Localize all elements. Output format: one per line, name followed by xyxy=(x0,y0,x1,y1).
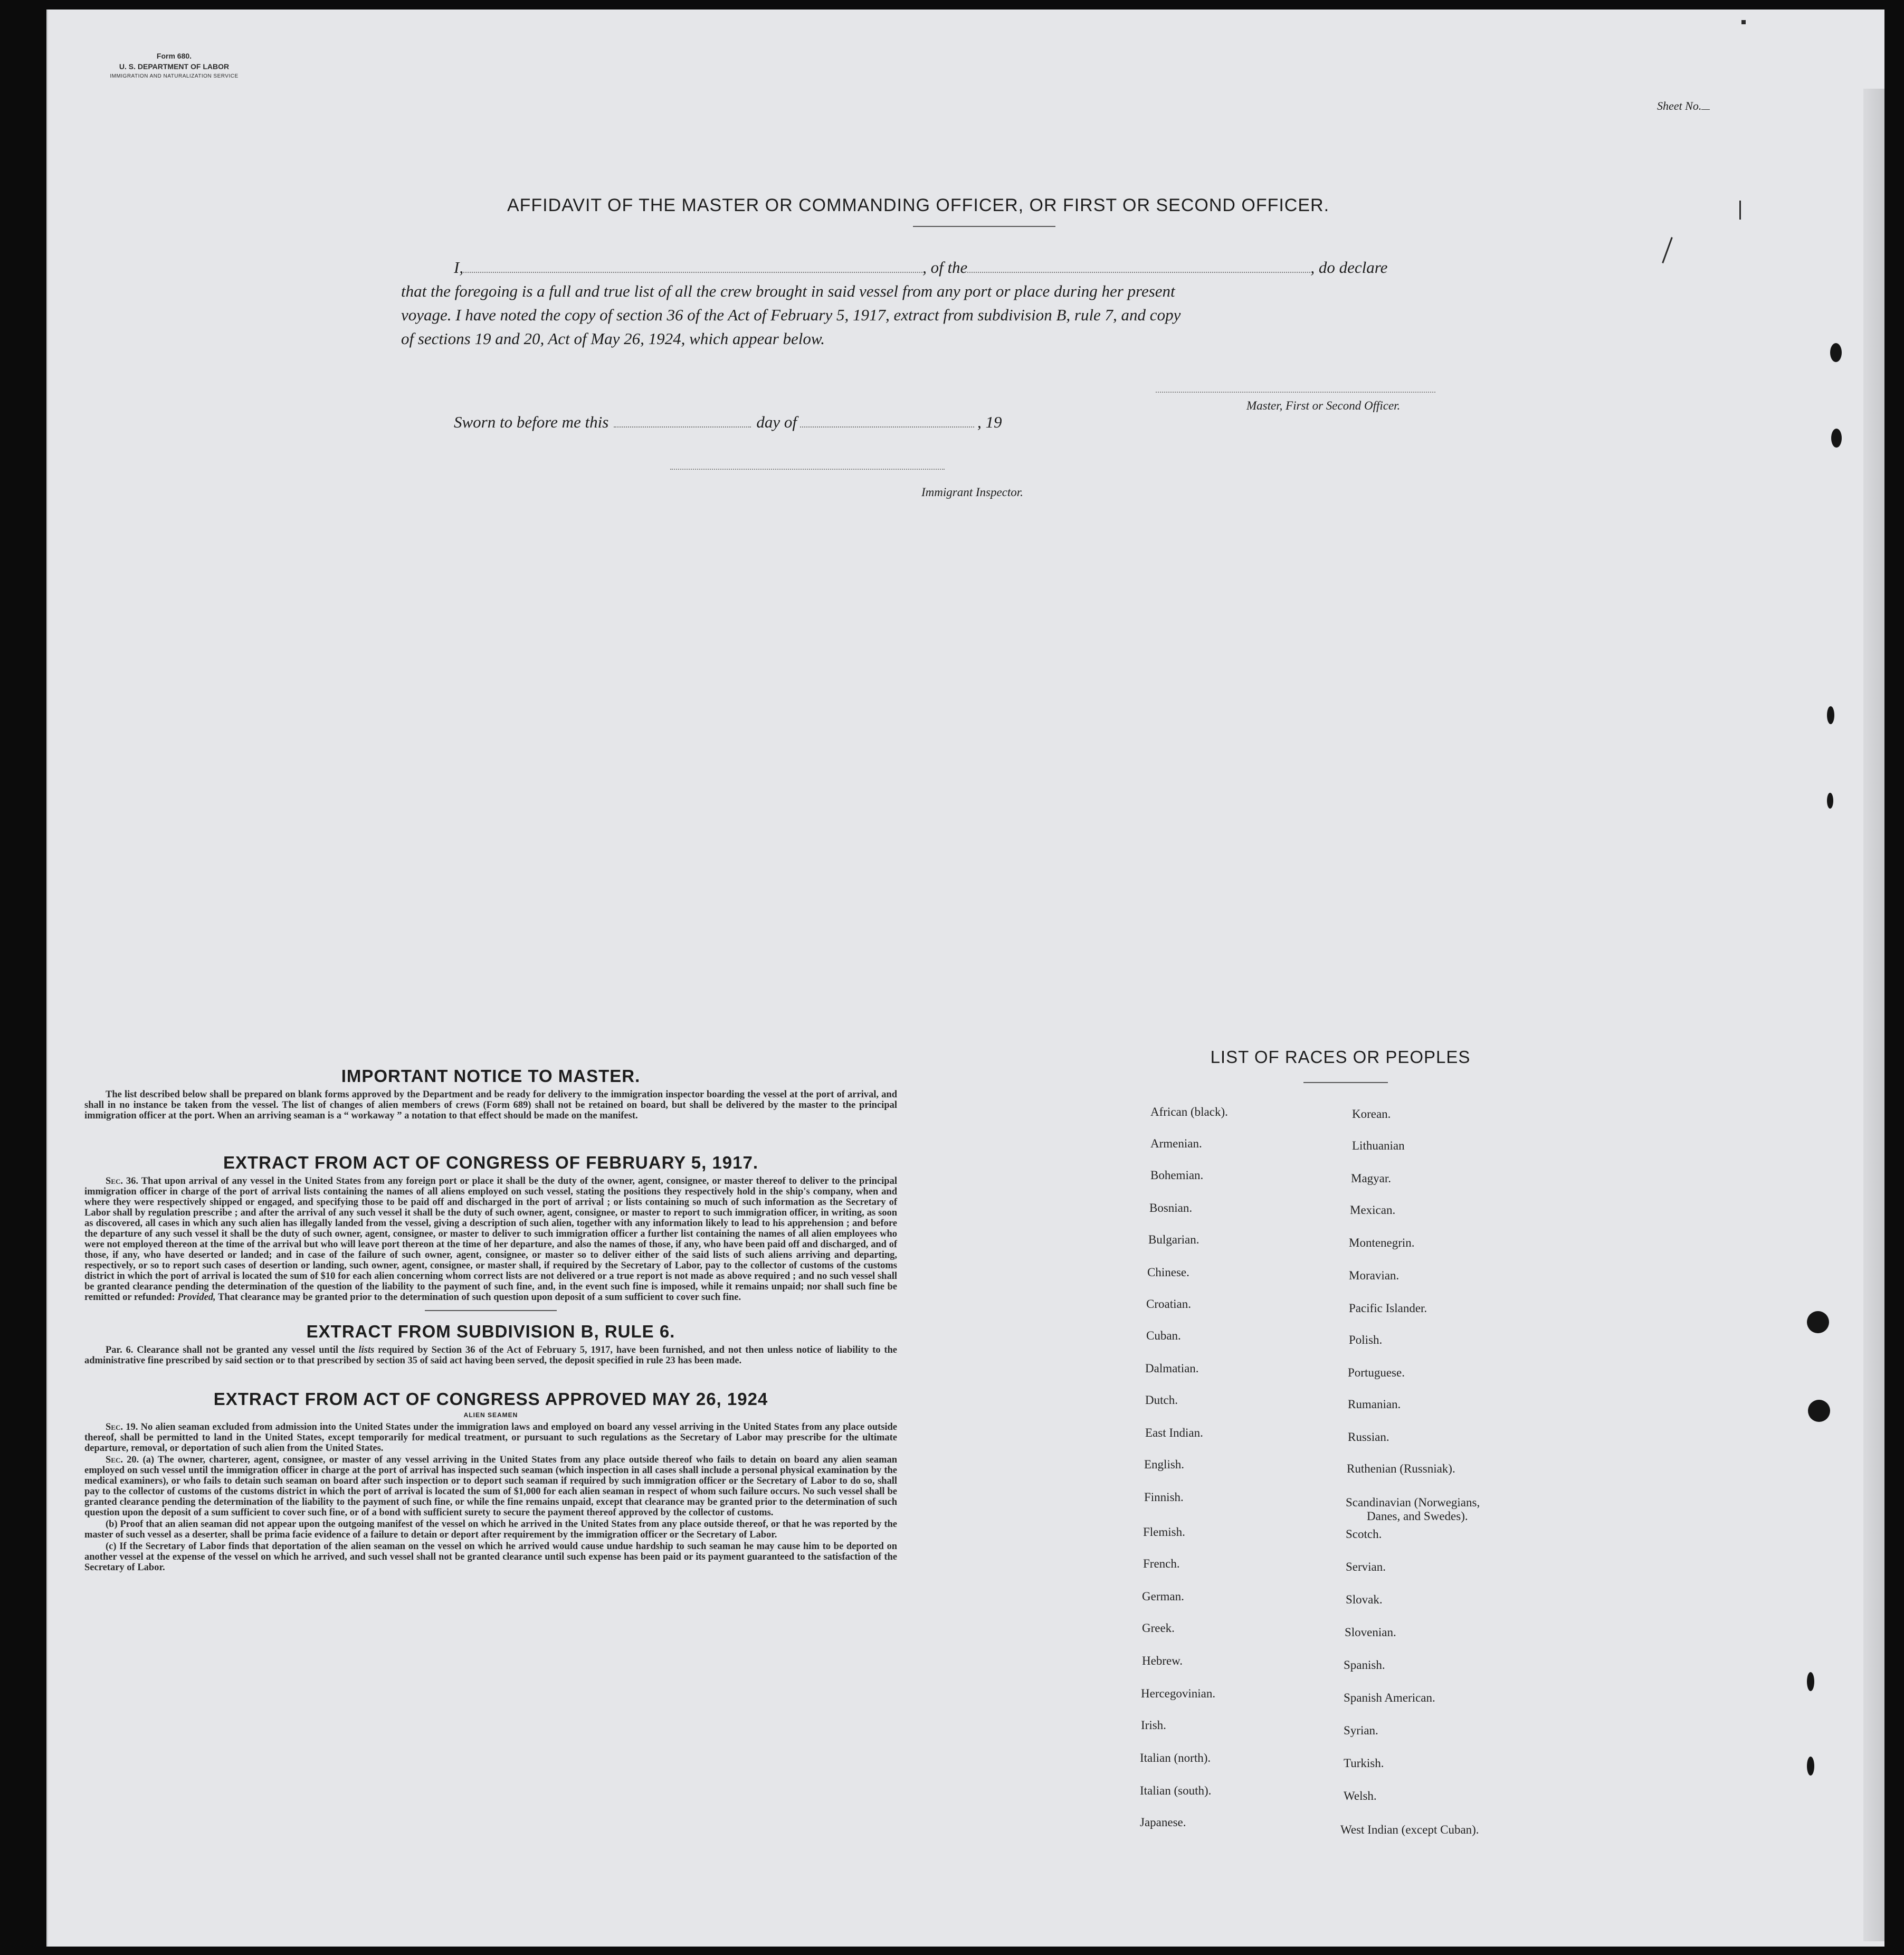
punch-hole-3 xyxy=(1827,706,1834,724)
sec36-body: That upon arrival of any vessel in the United States from any foreign port or place it shall be the duty of the owner, agent, consignee, or master thereof to deliver to the principal immigration officer in charge of the port of arrival lists containing the names of all aliens employed on such vessel, stating the positions they respectively hold in the ship's company, when and where they were respectively shipped or engaged, and specifying those to be paid off and discharged in the port of arrival ; or lists containing so much of such information as the Secretary of Labor shall by regulation prescribe ; and after the arrival of any such vessel it shall be the duty of such owner, agent, consignee, or master to report to such immigration officer, in writing, as soon as discovered, all cases in which any such alien has illegally landed from the vessel, giving a description of such alien, together with any information likely to lead to his apprehension ; and before the departure of any such vessel it shall be the duty of such owner, agent, consignee, or master to deliver to such immigration officer a further list containing the names of all alien employees who were not employed thereon at the time of the arrival but who will leave port thereon at the time of her departure, and also the names of those, if any, who have been paid off and discharged, and of those, if any, who have deserted or landed; and in case of the failure of such owner, agent, consignee, or master so to deliver either of the said lists of such aliens arriving and departing, respectively, or so to report such cases of desertion or landing, such owner, agent, consignee, or master shall, if required by the Secretary of Labor, pay to the collector of customs of the customs district in which the port of arrival is located the sum of $10 for each alien concerning whom correct lists are not delivered or a true report is not made as above required ; and no such vessel shall be granted clearance pending the determination of the question of the liability to the payment of such fine, and, in the event such fine is imposed, while it remains unpaid; nor shall such fine be remitted or refunded: xyxy=(84,1176,897,1303)
race-right-item: Turkish. xyxy=(1344,1757,1384,1770)
inspector-signature-line[interactable] xyxy=(670,469,945,470)
races-rule xyxy=(1303,1082,1388,1083)
sec20-text xyxy=(84,1455,897,1518)
sheet-number-field[interactable] xyxy=(1701,109,1710,110)
race-right-item: Scotch. xyxy=(1346,1527,1382,1541)
race-left-item: French. xyxy=(1143,1557,1180,1570)
race-right-item: Magyar. xyxy=(1351,1172,1392,1185)
punch-hole-7 xyxy=(1807,1672,1814,1691)
race-left-item: Dalmatian. xyxy=(1145,1362,1199,1375)
extract-b-title: EXTRACT FROM SUBDIVISION B, RULE 6. xyxy=(306,1322,675,1341)
sec20-c-text: (c) If the Secretary of Labor finds that deportation of the alien seaman on the vessel on which he arrived would cause undue hardship to such seaman he may cause him to be deported on another vessel at the expense of the vessel on which he arrived, and such vessel shall not be granted clearance until such expense has been paid or its payment guaranteed to the satisfaction of the Secretary of Labor. xyxy=(84,1541,897,1573)
race-right-item: Moravian. xyxy=(1349,1269,1400,1282)
race-left-item: Irish. xyxy=(1141,1719,1166,1732)
affidavit-title xyxy=(0,195,1689,216)
race-left-item: Flemish. xyxy=(1143,1525,1185,1539)
races-title: LIST OF RACES OR PEOPLES xyxy=(1210,1047,1471,1067)
race-right-item: Portuguese. xyxy=(1348,1366,1405,1379)
race-left-item: Croatian. xyxy=(1146,1297,1191,1311)
sheet-number xyxy=(1657,99,1710,113)
race-right-item: Danes, and Swedes). xyxy=(1367,1510,1468,1523)
race-right-item: Ruthenian (Russniak). xyxy=(1347,1462,1455,1475)
extract-1917-text xyxy=(84,1176,897,1303)
punch-hole-2 xyxy=(1831,429,1842,448)
master-signature-caption: Master, First or Second Officer. xyxy=(1246,399,1401,412)
race-right-item: Servian. xyxy=(1346,1560,1386,1573)
master-signature-line[interactable] xyxy=(1156,392,1435,393)
punch-hole-1 xyxy=(1830,343,1842,362)
sworn-line xyxy=(454,413,1002,432)
race-left-item: Bohemian. xyxy=(1150,1169,1204,1182)
punch-hole-4 xyxy=(1827,793,1833,809)
form-number: Form 680. xyxy=(156,52,192,60)
extract-1917-title: EXTRACT FROM ACT OF CONGRESS OF FEBRUARY 5, 1917. xyxy=(223,1153,759,1172)
of-the-label: , of the xyxy=(922,258,968,277)
par6-lists: lists xyxy=(358,1345,375,1355)
declaration-text-3: voyage. I have noted the copy of section 36 of the Act of February 5, 1917, extract from subdivision B, rule 7, and copy xyxy=(401,306,1181,324)
edge-mark xyxy=(1741,20,1746,24)
title-rule xyxy=(913,226,1055,227)
alien-seamen-subtitle: ALIEN SEAMEN xyxy=(463,1411,518,1419)
vessel-field[interactable] xyxy=(967,271,1310,273)
race-left-item: Hercegovinian. xyxy=(1141,1687,1216,1700)
punch-hole-6 xyxy=(1808,1400,1830,1422)
sec20-body: (a) The owner, charterer, agent, consignee, or master of any vessel arriving in the United States from any place outside thereof who fails to detain on board any alien seaman employed on such vessel until the immigration officer in charge at the port of arrival has inspected such seaman (which inspection in all cases shall include a personal physical examination by the medical examiners), or who fails to detain such seaman on board after such inspection or to deport such seaman if required by such immigration officer or the Secretary of Labor to do so, shall pay to the collector of customs of the customs district in which the port of arrival is located the sum of $1,000 for each alien seaman in respect of whom such failure occurs. No such vessel shall be granted clearance pending the determination of the liability to the payment of such fine, or while the fine remains unpaid, except that clearance may be granted prior to the determination of such question upon the deposit of a sum sufficient to cover such fine, or of a bond with sufficient surety to secure the payment thereof approved by the collector of customs. xyxy=(84,1455,898,1518)
par6-a: Par. 6. Clearance shall not be granted any vessel until the xyxy=(106,1345,355,1355)
race-right-item: Scandinavian (Norwegians, xyxy=(1346,1496,1480,1509)
declaration-text-2: that the foregoing is a full and true list of all the crew brought in said vessel from any port or place during her present xyxy=(401,282,1175,300)
race-right-item: Welsh. xyxy=(1344,1789,1377,1802)
day-of-label: day of xyxy=(756,413,797,431)
race-right-item: Korean. xyxy=(1352,1107,1391,1121)
year-label: , 19 xyxy=(977,413,1002,431)
sheet-number-label: Sheet No. xyxy=(1657,99,1702,112)
i-label: I, xyxy=(454,258,464,277)
affidavit-title-text: AFFIDAVIT OF THE MASTER OR COMMANDING OFFICER, OR FIRST OR SECOND OFFICER. xyxy=(507,195,1330,215)
name-field[interactable] xyxy=(463,271,922,273)
race-left-item: German. xyxy=(1142,1590,1184,1603)
sec20-label: Sec. 20. xyxy=(106,1455,139,1465)
department-name: U. S. DEPARTMENT OF LABOR xyxy=(119,62,230,71)
section-rule xyxy=(425,1310,557,1311)
race-left-item: Cuban. xyxy=(1146,1329,1181,1342)
declaration-line xyxy=(401,255,1483,279)
race-left-item: English. xyxy=(1144,1458,1185,1471)
race-right-item: Spanish American. xyxy=(1344,1691,1435,1704)
proviso-body: That clearance may be granted prior to the determination of such question upon deposit of a sum sufficient to cover such fine. xyxy=(217,1292,741,1303)
par6-b: required by Section 36 of the Act of February 5, 1917, have been furnished, and not then unless notice of liability to the administrative fine prescribed by said section or to that prescribed by section 35 of said act having been served, the deposit specified in rule 23 has been made. xyxy=(84,1345,897,1366)
affidavit-body xyxy=(401,255,1483,350)
sworn-label: Sworn to before me this xyxy=(454,413,609,431)
race-right-item: Rumanian. xyxy=(1348,1398,1401,1411)
sec19-label: Sec. 19. xyxy=(106,1422,138,1432)
page-edge xyxy=(1863,89,1884,1941)
sec20-b-text: (b) Proof that an alien seaman did not appear upon the outgoing manifest of the vessel on which he arrived in the United States from any place outside thereof, or that he was reported by the master of such vessel as a deserter, shall be prima facie evidence of a failure to detain or deport after requirement by the immigration officer or the Secretary of Labor. xyxy=(84,1519,897,1540)
race-right-item: Montenegrin. xyxy=(1349,1236,1415,1249)
race-left-item: Greek. xyxy=(1142,1621,1175,1635)
race-right-item: West Indian (except Cuban). xyxy=(1340,1823,1479,1836)
race-right-item: Pacific Islander. xyxy=(1349,1302,1427,1315)
sec19-body: No alien seaman excluded from admission into the United States under the immigration laws and employed on board any vessel arriving in the United States from any place outside thereof, shall be permitted to land in the United States, except temporarily for medical treatment, or pursuant to such regulations as the Secretary of Labor may prescribe for the ultimate departure, removal, or deportation of such alien from the United States. xyxy=(84,1422,898,1454)
race-left-item: Hebrew. xyxy=(1142,1654,1183,1667)
race-right-item: Spanish. xyxy=(1344,1658,1385,1672)
sworn-month-field[interactable] xyxy=(800,426,974,428)
service-name: IMMIGRATION AND NATURALIZATION SERVICE xyxy=(110,73,239,79)
race-left-item: East Indian. xyxy=(1145,1426,1203,1439)
race-left-item: African (black). xyxy=(1150,1105,1228,1118)
notice-text: The list described below shall be prepared on blank forms approved by the Department and be ready for delivery to the immigration inspector boarding the vessel at the port of arrival, and shall in no instance be taken from the vessel. The list of changes of alien members of crews (Form 689) shall not be retained on board, but shall be delivered by the master to the principal immigration officer at the port. When an arriving seaman is a “ workaway ” a notation to that effect should be made on the manifest. xyxy=(84,1089,897,1121)
extract-b-text xyxy=(84,1345,897,1366)
race-left-item: Dutch. xyxy=(1145,1393,1178,1407)
race-right-item: Polish. xyxy=(1349,1333,1383,1346)
notice-title: IMPORTANT NOTICE TO MASTER. xyxy=(341,1066,641,1086)
edge-mark xyxy=(1739,201,1741,220)
punch-hole-5 xyxy=(1807,1311,1829,1333)
sworn-day-field[interactable] xyxy=(614,426,751,428)
race-left-item: Japanese. xyxy=(1140,1816,1186,1829)
declaration-text-4: of sections 19 and 20, Act of May 26, 1924, which appear below. xyxy=(401,329,825,348)
inspector-caption: Immigrant Inspector. xyxy=(921,486,1023,499)
proviso-word: Provided, xyxy=(177,1292,216,1303)
race-left-item: Bulgarian. xyxy=(1148,1233,1199,1246)
race-left-item: Armenian. xyxy=(1150,1137,1202,1150)
race-right-item: Syrian. xyxy=(1344,1724,1378,1737)
race-left-item: Bosnian. xyxy=(1149,1201,1193,1214)
race-right-item: Russian. xyxy=(1348,1430,1389,1444)
race-left-item: Italian (south). xyxy=(1140,1784,1212,1797)
race-left-item: Italian (north). xyxy=(1140,1751,1211,1764)
do-declare-label: , do declare xyxy=(1310,258,1388,277)
race-right-item: Slovenian. xyxy=(1345,1626,1396,1639)
extract-1924-title: EXTRACT FROM ACT OF CONGRESS APPROVED MAY 26, 1924 xyxy=(213,1389,768,1409)
race-left-item: Chinese. xyxy=(1147,1266,1189,1279)
race-right-item: Lithuanian xyxy=(1352,1139,1405,1152)
sec36-label: Sec. 36. xyxy=(106,1176,139,1187)
sec19-text xyxy=(84,1422,897,1454)
race-left-item: Finnish. xyxy=(1144,1491,1184,1504)
punch-hole-8 xyxy=(1807,1757,1814,1776)
legal-notices xyxy=(84,1066,897,1573)
race-right-item: Mexican. xyxy=(1350,1203,1396,1217)
form-header xyxy=(90,52,259,79)
race-right-item: Slovak. xyxy=(1346,1593,1383,1606)
